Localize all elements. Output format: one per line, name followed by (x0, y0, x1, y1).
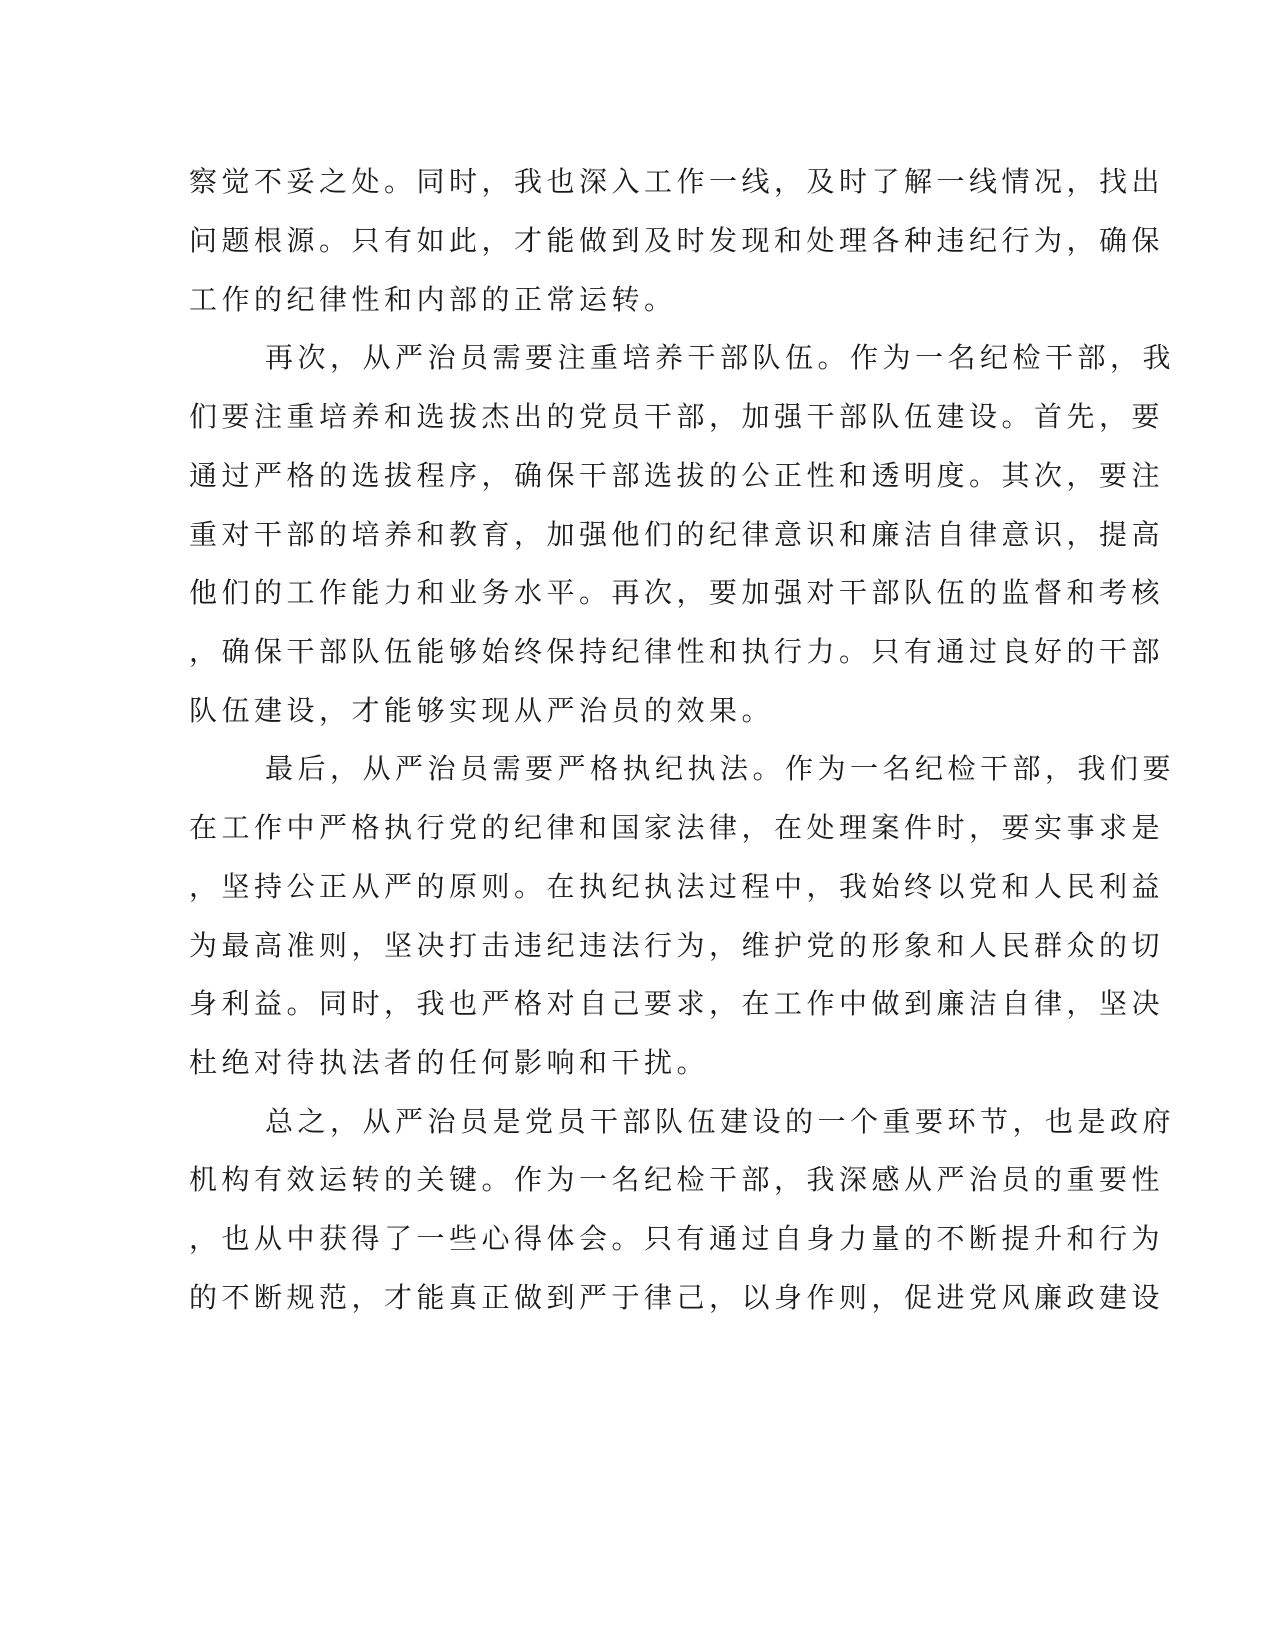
text-line: 察觉不妥之处。同时，我也深入工作一线，及时了解一线情况，找出 (189, 165, 1165, 198)
text-line: 问题根源。只有如此，才能做到及时发现和处理各种违纪行为，确保 (189, 224, 1165, 257)
text-line: 队伍建设，才能够实现从严治员的效果。 (189, 694, 775, 727)
paragraph-first-line: 再次，从严治员需要注重培养干部队伍。作为一名纪检干部，我 (265, 341, 1176, 374)
text-line: 重对干部的培养和教育，加强他们的纪律意识和廉洁自律意识，提高 (189, 518, 1165, 551)
text-line: 身利益。同时，我也严格对自己要求，在工作中做到廉洁自律，坚决 (189, 987, 1165, 1020)
paragraph-first-line: 最后，从严治员需要严格执纪执法。作为一名纪检干部，我们要 (265, 752, 1176, 785)
text-line: 机构有效运转的关键。作为一名纪检干部，我深感从严治员的重要性 (189, 1163, 1165, 1196)
text-line: 们要注重培养和选拔杰出的党员干部，加强干部队伍建设。首先，要 (189, 400, 1165, 433)
text-line: 他们的工作能力和业务水平。再次，要加强对干部队伍的监督和考核 (189, 576, 1165, 609)
text-line: 在工作中严格执行党的纪律和国家法律，在处理案件时，要实事求是 (189, 811, 1165, 844)
text-line: 杜绝对待执法者的任何影响和干扰。 (189, 1046, 710, 1079)
text-line: 为最高准则，坚决打击违纪违法行为，维护党的形象和人民群众的切 (189, 929, 1165, 962)
text-line: ，也从中获得了一些心得体会。只有通过自身力量的不断提升和行为 (189, 1222, 1165, 1255)
text-line: 通过严格的选拔程序，确保干部选拔的公正性和透明度。其次，要注 (189, 459, 1165, 492)
text-line: 工作的纪律性和内部的正常运转。 (189, 283, 677, 316)
text-line: ，坚持公正从严的原则。在执纪执法过程中，我始终以党和人民利益 (189, 870, 1165, 903)
text-line: 的不断规范，才能真正做到严于律己，以身作则，促进党风廉政建设 (189, 1281, 1165, 1314)
text-line: ，确保干部队伍能够始终保持纪律性和执行力。只有通过良好的干部 (189, 635, 1165, 668)
paragraph-first-line: 总之，从严治员是党员干部队伍建设的一个重要环节，也是政府 (265, 1105, 1176, 1138)
